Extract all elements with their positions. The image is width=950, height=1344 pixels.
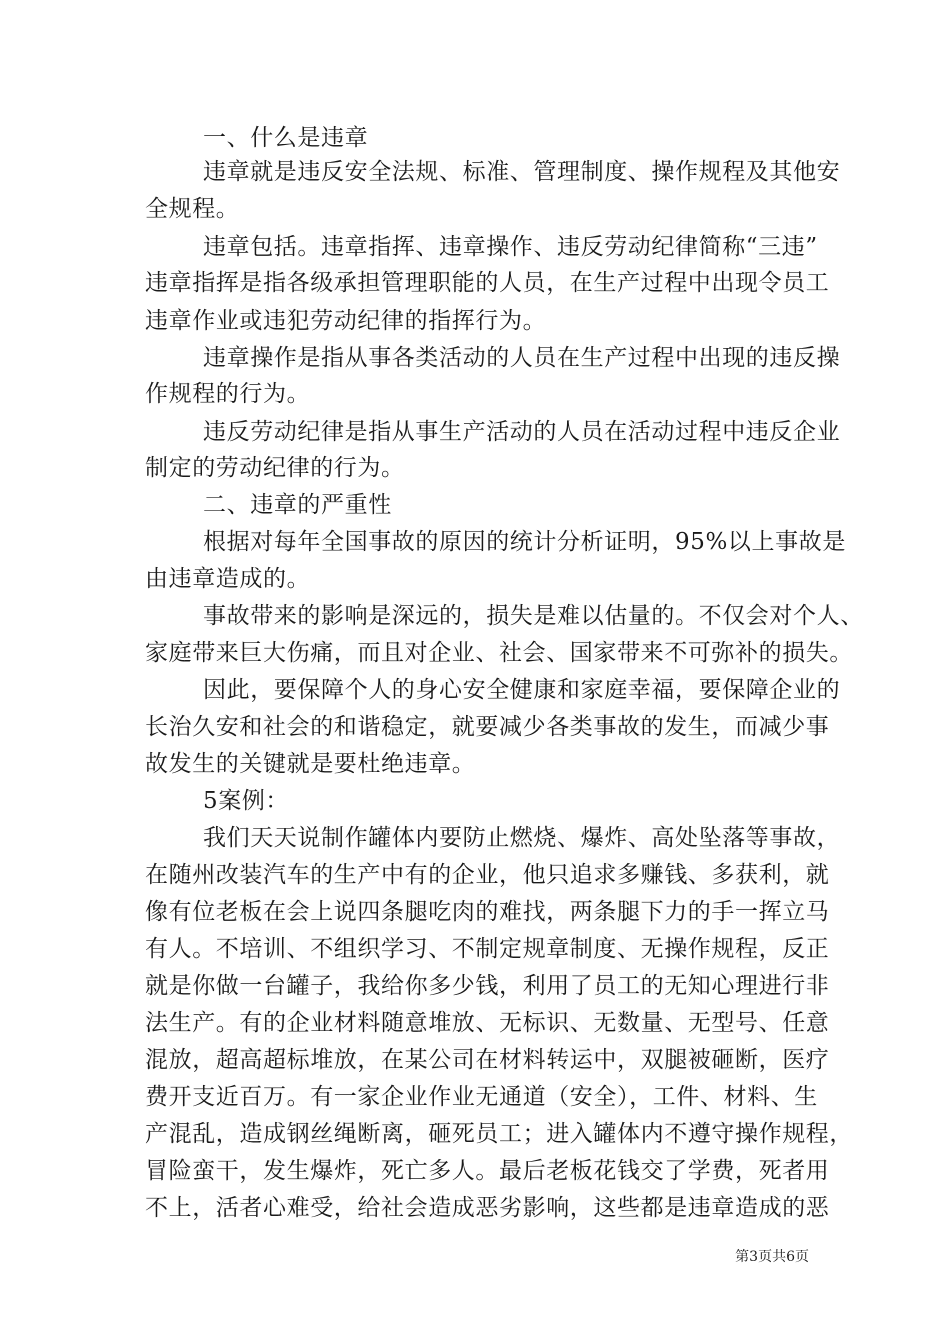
text-line: 违章操作是指从事各类活动的人员在生产过程中出现的违反操 xyxy=(203,345,841,371)
text-line: 故发生的关键就是要杜绝违章。 xyxy=(145,751,476,777)
text-line: 违章作业或违犯劳动纪律的指挥行为。 xyxy=(145,308,547,334)
text-line: 违反劳动纪律是指从事生产活动的人员在活动过程中违反企业 xyxy=(203,419,841,445)
text-line: 违章包括。违章指挥、违章操作、违反劳动纪律简称“三违” xyxy=(203,234,818,260)
text-line: 长治久安和社会的和谐稳定，就要减少各类事故的发生，而减少事 xyxy=(145,714,830,740)
text-line: 有人。不培训、不组织学习、不制定规章制度、无操作规程，反正 xyxy=(145,936,830,962)
text-line: 根据对每年全国事故的原因的统计分析证明，95%以上事故是 xyxy=(203,529,846,555)
text-line: 由违章造成的。 xyxy=(145,566,311,592)
text-line: 作规程的行为。 xyxy=(145,381,311,407)
section-heading: 二、违章的严重性 xyxy=(203,492,392,518)
section-heading: 5案例： xyxy=(203,788,290,814)
text-line: 像有位老板在会上说四条腿吃肉的难找，两条腿下力的手一挥立马 xyxy=(145,899,830,925)
text-line: 就是你做一台罐子，我给你多少钱，利用了员工的无知心理进行非 xyxy=(145,973,830,999)
page-number: 第3页共6页 xyxy=(735,1249,809,1265)
text-line: 全规程。 xyxy=(145,196,240,222)
section-heading: 一、什么是违章 xyxy=(203,125,369,151)
text-line: 混放，超高超标堆放，在某公司在材料转运中，双腿被砸断，医疗 xyxy=(145,1047,830,1073)
text-line: 费开支近百万。有一家企业作业无通道（安全），工件、材料、生 xyxy=(145,1084,818,1110)
text-line: 因此，要保障个人的身心安全健康和家庭幸福，要保障企业的 xyxy=(203,677,841,703)
text-line: 我们天天说制作罐体内要防止燃烧、爆炸、高处坠落等事故， xyxy=(203,825,841,851)
text-line: 违章就是违反安全法规、标准、管理制度、操作规程及其他安 xyxy=(203,159,841,185)
text-line: 制定的劳动纪律的行为。 xyxy=(145,455,405,481)
text-line: 法生产。有的企业材料随意堆放、无标识、无数量、无型号、任意 xyxy=(145,1010,830,1036)
text-line: 在随州改装汽车的生产中有的企业，他只追求多赚钱、多获利，就 xyxy=(145,862,830,888)
text-line: 违章指挥是指各级承担管理职能的人员，在生产过程中出现令员工 xyxy=(145,270,830,296)
text-line: 冒险蛮干，发生爆炸，死亡多人。最后老板花钱交了学费，死者用 xyxy=(145,1158,830,1184)
text-line: 事故带来的影响是深远的，损失是难以估量的。不仅会对个人、 xyxy=(203,603,864,629)
text-line: 产混乱，造成钢丝绳断离，砸死员工；进入罐体内不遵守操作规程， xyxy=(145,1121,853,1147)
text-line: 家庭带来巨大伤痛，而且对企业、社会、国家带来不可弥补的损失。 xyxy=(145,640,853,666)
text-line: 不上，活者心难受，给社会造成恶劣影响，这些都是违章造成的恶 xyxy=(145,1195,830,1221)
